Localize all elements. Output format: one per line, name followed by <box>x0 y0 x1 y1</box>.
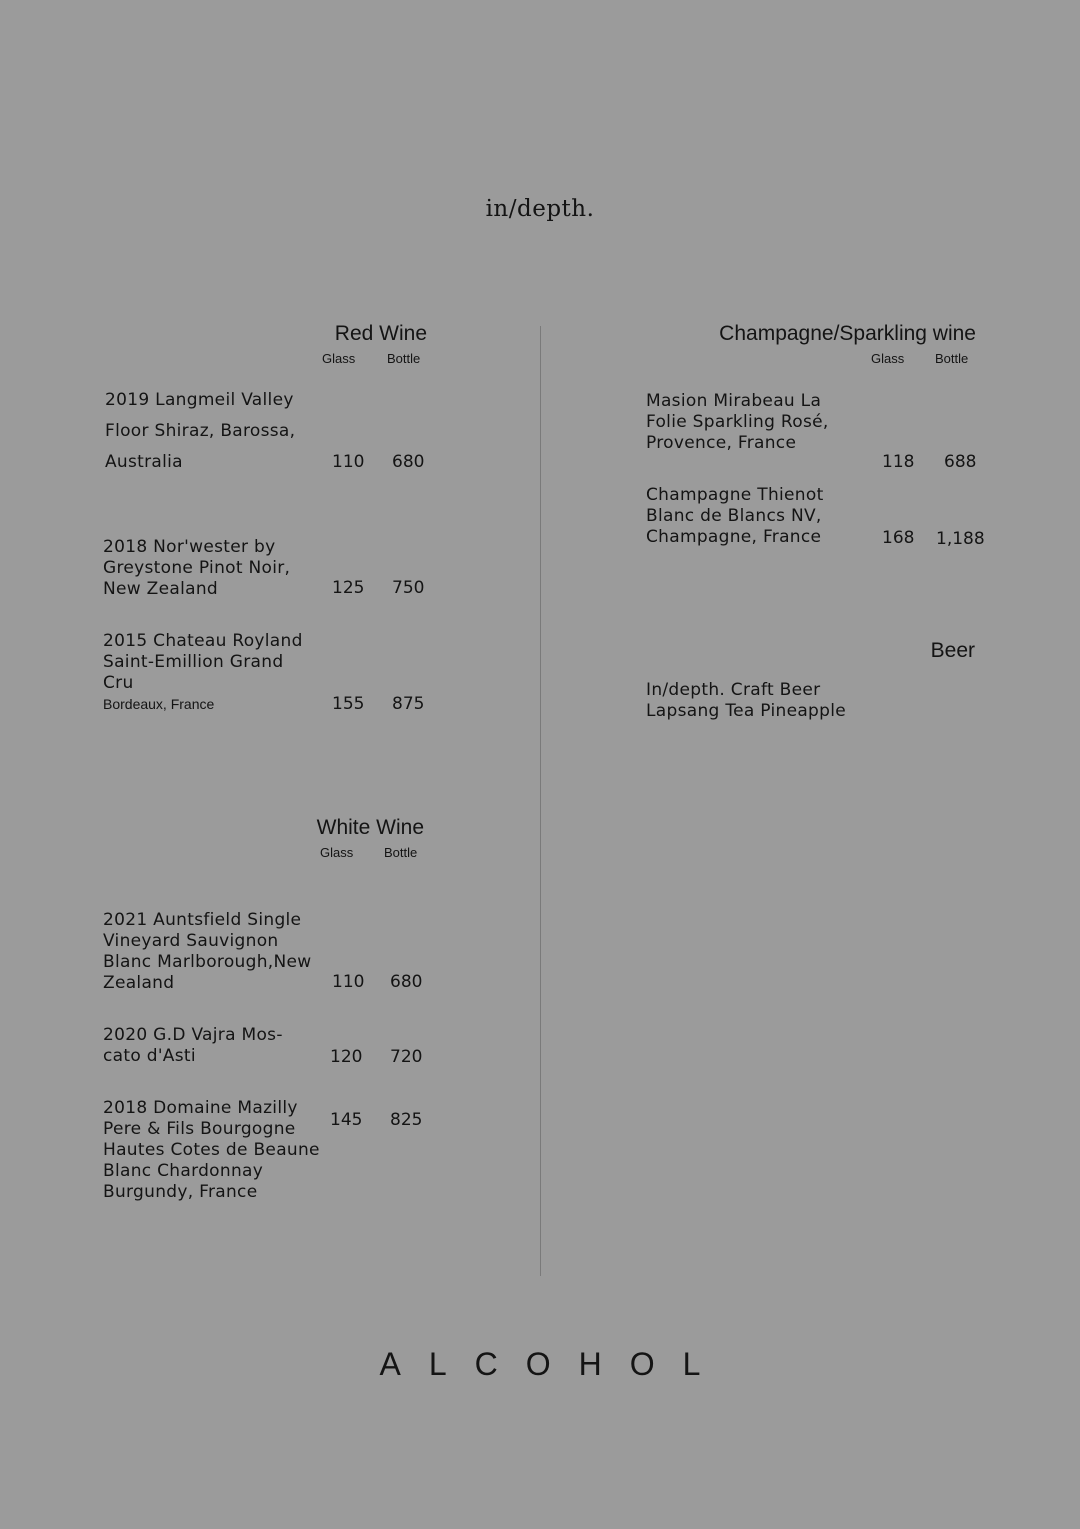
champagne-item-1-name: Masion Mirabeau La Folie Sparkling Rosé, Provence, France <box>646 391 829 453</box>
red-wine-item-2-glass-price: 125 <box>332 578 365 598</box>
white-wine-item-2-bottle-price: 720 <box>390 1047 423 1067</box>
champagne-item-1-bottle-price: 688 <box>944 452 977 472</box>
champagne-title: Champagne/Sparkling wine <box>719 322 976 345</box>
champagne-bottle-header: Bottle <box>935 351 969 366</box>
red-wine-title: Red Wine <box>334 322 427 345</box>
white-wine-item-2-name: 2020 G.D Vajra Mos- cato d'Asti <box>103 1025 283 1066</box>
white-wine-glass-header: Glass <box>320 845 354 860</box>
beer-title: Beer <box>930 639 975 662</box>
red-wine-item-3-region: Bordeaux, France <box>103 696 215 712</box>
white-wine-item-3-glass-price: 145 <box>330 1110 363 1130</box>
red-wine-item-1-bottle-price: 680 <box>392 452 425 472</box>
white-wine-item-1-name: 2021 Auntsfield Single Vineyard Sauvignon Blanc Marlborough,New Zealand <box>103 910 312 993</box>
champagne-item-2-glass-price: 168 <box>882 528 915 548</box>
alcohol-heading: ALCOHOL <box>379 1346 729 1382</box>
white-wine-item-1-bottle-price: 680 <box>390 972 423 992</box>
red-wine-item-2-name: 2018 Nor'wester by Greystone Pinot Noir, New Zealand <box>103 537 291 599</box>
champagne-glass-header: Glass <box>871 351 905 366</box>
red-wine-item-1-glass-price: 110 <box>332 452 365 472</box>
red-wine-item-3-glass-price: 155 <box>332 694 365 714</box>
white-wine-item-2-glass-price: 120 <box>330 1047 363 1067</box>
champagne-item-2-name: Champagne Thienot Blanc de Blancs NV, Champagne, France <box>646 485 824 547</box>
beer-item-1-name: In/depth. Craft Beer Lapsang Tea Pineapple <box>646 680 847 721</box>
red-wine-item-3-name: 2015 Chateau Royland Saint-Emillion Grand Cru <box>103 631 303 693</box>
white-wine-item-3-bottle-price: 825 <box>390 1110 423 1130</box>
champagne-item-1-glass-price: 118 <box>882 452 915 472</box>
white-wine-bottle-header: Bottle <box>384 845 418 860</box>
white-wine-item-3-name: 2018 Domaine Mazilly Pere & Fils Bourgogne Hautes Cotes de Beaune Blanc Chardonnay Burgundy, France <box>103 1098 320 1202</box>
red-wine-item-2-bottle-price: 750 <box>392 578 425 598</box>
champagne-item-2-bottle-price: 1,188 <box>936 529 985 549</box>
red-wine-item-1-name: 2019 Langmeil Valley Floor Shiraz, Barossa, Australia <box>105 390 296 472</box>
red-wine-bottle-header: Bottle <box>387 351 421 366</box>
red-wine-item-3-bottle-price: 875 <box>392 694 425 714</box>
brand-logo: in/depth. <box>485 196 595 222</box>
red-wine-glass-header: Glass <box>322 351 356 366</box>
white-wine-title: White Wine <box>316 816 424 839</box>
white-wine-item-1-glass-price: 110 <box>332 972 365 992</box>
column-divider <box>540 326 541 1276</box>
